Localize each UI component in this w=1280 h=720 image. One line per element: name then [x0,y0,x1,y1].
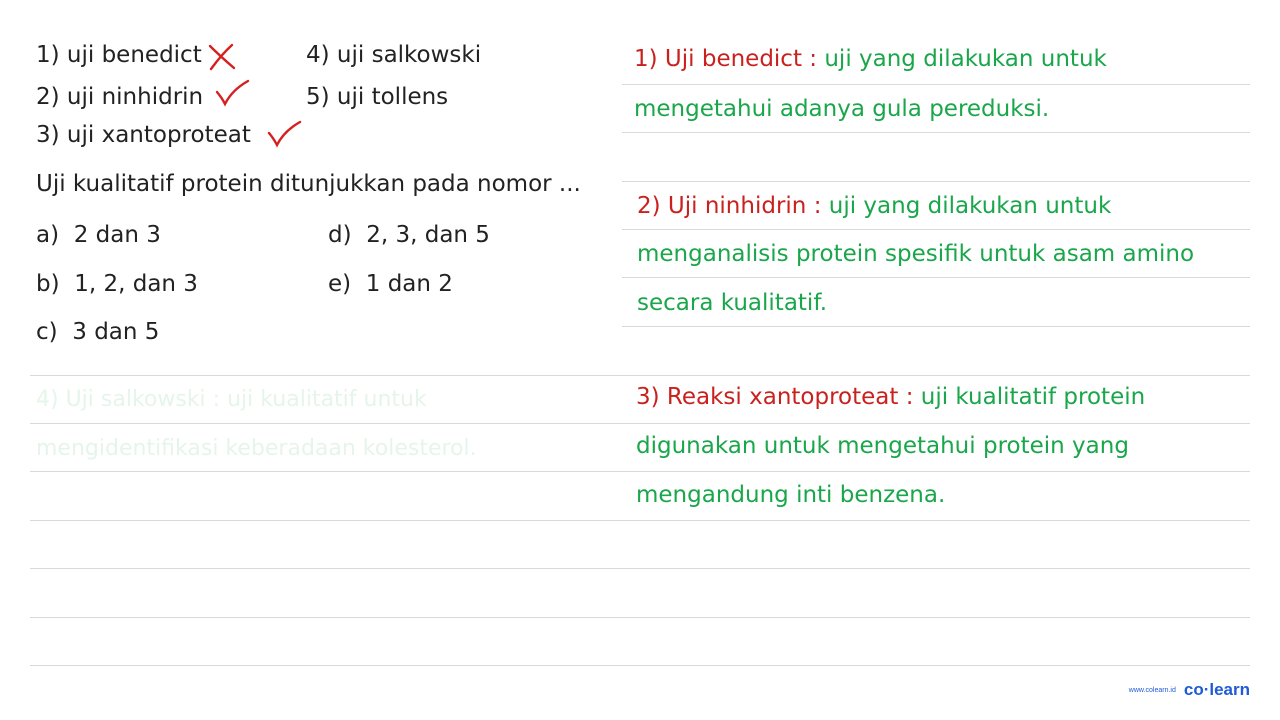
ruled-line [622,84,1250,85]
item-2: 2) uji ninhidrin [36,84,204,110]
option-b [36,273,198,296]
check-mark-icon [214,78,252,108]
option-letter: e) [328,271,352,297]
option-letter: c) [36,319,58,345]
note-xantoproteat-line-2: digunakan untuk mengetahui protein yang [636,433,1129,459]
ruled-line [622,132,1250,133]
ruled-line [30,520,1250,521]
option-letter: d) [328,222,352,248]
option-c [36,321,159,344]
ruled-line [30,617,1250,618]
option-letter: b) [36,271,60,297]
note-ninhidrin-line-2: menganalisis protein spesifik untuk asam amino [637,241,1195,267]
option-e [328,273,453,296]
ruled-line [30,471,1250,472]
note-ninhidrin-line-3: secara kualitatif. [637,290,828,316]
ruled-line [30,423,1250,424]
option-a [36,224,161,247]
check-mark-icon [266,118,304,148]
option-text: 1 dan 2 [365,271,453,297]
option-d [328,224,490,247]
note-text: uji kualitatif protein [920,384,1146,410]
question-prompt: Uji kualitatif protein ditunjukkan pada nomor ... [36,171,581,197]
option-text: 2 dan 3 [73,222,161,248]
ruled-line [622,277,1250,278]
note-benedict-line-2: mengetahui adanya gula pereduksi. [634,96,1050,122]
option-text: 3 dan 5 [72,319,160,345]
note-text: uji yang dilakukan untuk [824,46,1107,72]
note-salkowski-line-2: mengidentifikasi keberadaan kolesterol. [36,436,477,461]
note-xantoproteat-line-3: mengandung inti benzena. [636,482,946,508]
ruled-line [30,375,1250,376]
note-text: uji yang dilakukan untuk [828,193,1112,219]
ruled-line [622,326,1250,327]
note-ninhidrin-line-1 [637,195,1111,218]
cross-mark-icon [206,42,238,72]
item-3: 3) uji xantoproteat [36,122,251,148]
option-letter: a) [36,222,60,248]
note-head: 2) Uji ninhidrin : [637,193,822,219]
note-benedict-line-1 [634,48,1107,71]
note-salkowski-line-1: 4) Uji salkowski : uji kualitatif untuk [36,387,427,412]
ruled-line [30,568,1250,569]
item-5: 5) uji tollens [306,84,449,110]
note-xantoproteat-line-1 [636,386,1145,409]
item-1: 1) uji benedict [36,42,202,68]
option-text: 2, 3, dan 5 [366,222,490,248]
ruled-line [30,665,1250,666]
ruled-line [622,181,1250,182]
option-text: 1, 2, dan 3 [74,271,198,297]
note-head: 1) Uji benedict : [634,46,818,72]
brand-name: co·learn [1183,680,1250,699]
brand-url: www.colearn.id [1128,686,1176,694]
ruled-line [622,229,1250,230]
item-4: 4) uji salkowski [306,42,482,68]
brand-logo [1129,680,1250,700]
note-head: 3) Reaksi xantoproteat : [636,384,914,410]
